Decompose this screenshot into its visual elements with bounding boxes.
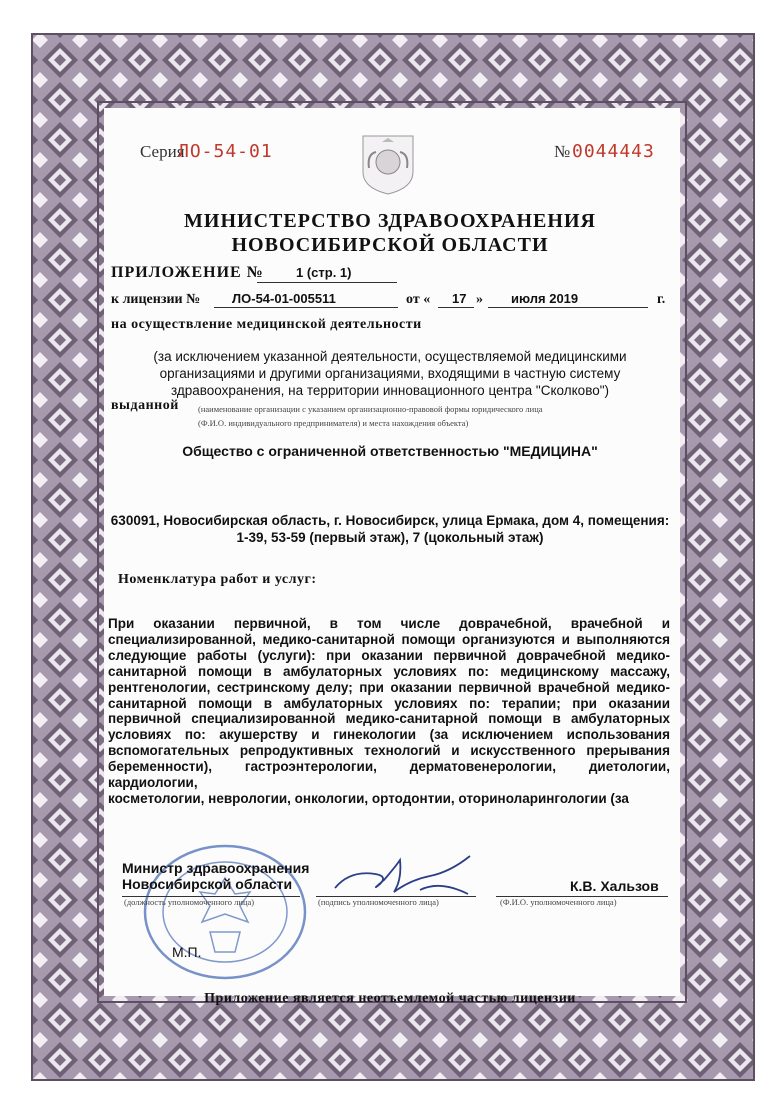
- exception-text: [0, 348, 780, 399]
- signatory-position-line: Министр здравоохранения: [122, 860, 310, 876]
- signatory-position-line: Новосибирской области: [122, 876, 293, 892]
- footer-note: Приложение является неотъемлемой частью лицензии: [204, 991, 576, 1006]
- series-label: Серия: [140, 142, 185, 161]
- services-line: условиях по: акушерству и гинекологии (за исключением использования: [108, 727, 670, 743]
- ministry-title-line2: НОВОСИБИРСКОЙ ОБЛАСТИ: [231, 234, 549, 256]
- license-label: к лицензии №: [111, 292, 201, 307]
- activity-line: на осуществление медицинской деятельности: [111, 317, 422, 332]
- ministry-title-line1: МИНИСТЕРСТВО ЗДРАВООХРАНЕНИЯ: [184, 210, 596, 232]
- issued-hint-2: (Ф.И.О. индивидуального предпринимателя) и места нахождения объекта): [198, 418, 469, 428]
- license-year-suffix: г.: [657, 292, 666, 307]
- hint-signature: (подпись уполномоченного лица): [318, 897, 439, 907]
- services-paragraph: [108, 616, 670, 807]
- nomenclature-label: Номенклатура работ и услуг:: [118, 572, 317, 587]
- number-label: №: [554, 142, 571, 161]
- license-from-label: от «: [406, 292, 431, 307]
- services-line: следующие работы (услуги): при оказании первичной доврачебной медико-: [108, 647, 670, 663]
- services-line: рентгенологии, сестринскому делу; при оказании первичной врачебной медико-: [108, 679, 670, 695]
- address: [0, 512, 780, 546]
- signatory-name: К.В. Хальзов: [570, 878, 659, 894]
- appendix-label: ПРИЛОЖЕНИЕ №: [111, 264, 264, 281]
- signatory-position: [122, 860, 309, 892]
- exception-line: организациями и другими организациями, входящими в частную систему: [159, 366, 621, 381]
- license-close-quote: »: [476, 292, 483, 307]
- services-line: вспомогательных репродуктивных технологий и искусственного прерывания: [108, 743, 670, 759]
- handwritten-signature: [330, 850, 480, 900]
- services-line: косметологии, неврологии, онкологии, ортодонтии, оториноларингологии (за: [108, 790, 629, 806]
- issued-hint-1: (наименование организации с указанием организационно-правовой формы юридического лица: [198, 404, 543, 414]
- address-line: 630091, Новосибирская область, г. Новосибирск, улица Ермака, дом 4, помещения:: [110, 513, 670, 528]
- issued-label: выданной: [111, 398, 179, 413]
- number-value: 0044443: [572, 141, 655, 162]
- services-line: беременности), гастроэнтерологии, дерматовенерологии, диетологии, кардиологии,: [108, 759, 670, 791]
- address-line: 1-39, 53-59 (первый этаж), 7 (цокольный этаж): [236, 530, 544, 545]
- organization-name: Общество с ограниченной ответственностью "МЕДИЦИНА": [182, 443, 598, 459]
- exception-line: здравоохранения, на территории инновационного центра "Сколково"): [170, 383, 610, 398]
- services-line: санитарной помощи в амбулаторных условиях по: медицинскому массажу,: [108, 663, 670, 679]
- services-line: санитарной помощи в амбулаторных условиях по: терапии; при оказании: [108, 695, 670, 711]
- license-number: ЛО-54-01-005511: [232, 291, 336, 306]
- hint-position: (должность уполномоченного лица): [124, 897, 255, 907]
- services-line: При оказании первичной, в том числе доврачебной, врачебной и: [108, 616, 670, 631]
- seal-place-label: М.П.: [172, 944, 202, 960]
- hint-name: (Ф.И.О. уполномоченного лица): [500, 897, 617, 907]
- coat-of-arms-emblem: [357, 132, 419, 196]
- license-day: 17: [452, 291, 467, 306]
- services-line: первичной специализированной медико-санитарной помощи в амбулаторных: [108, 711, 670, 727]
- license-month-year: июля 2019: [511, 291, 579, 306]
- series-value: ЛО-54-01: [178, 141, 273, 162]
- exception-line: (за исключением указанной деятельности, осуществляемой медицинскими: [153, 349, 627, 364]
- services-line: специализированной, медико-санитарной помощи организуются и выполняются: [108, 631, 670, 647]
- appendix-value: 1 (стр. 1): [296, 265, 352, 280]
